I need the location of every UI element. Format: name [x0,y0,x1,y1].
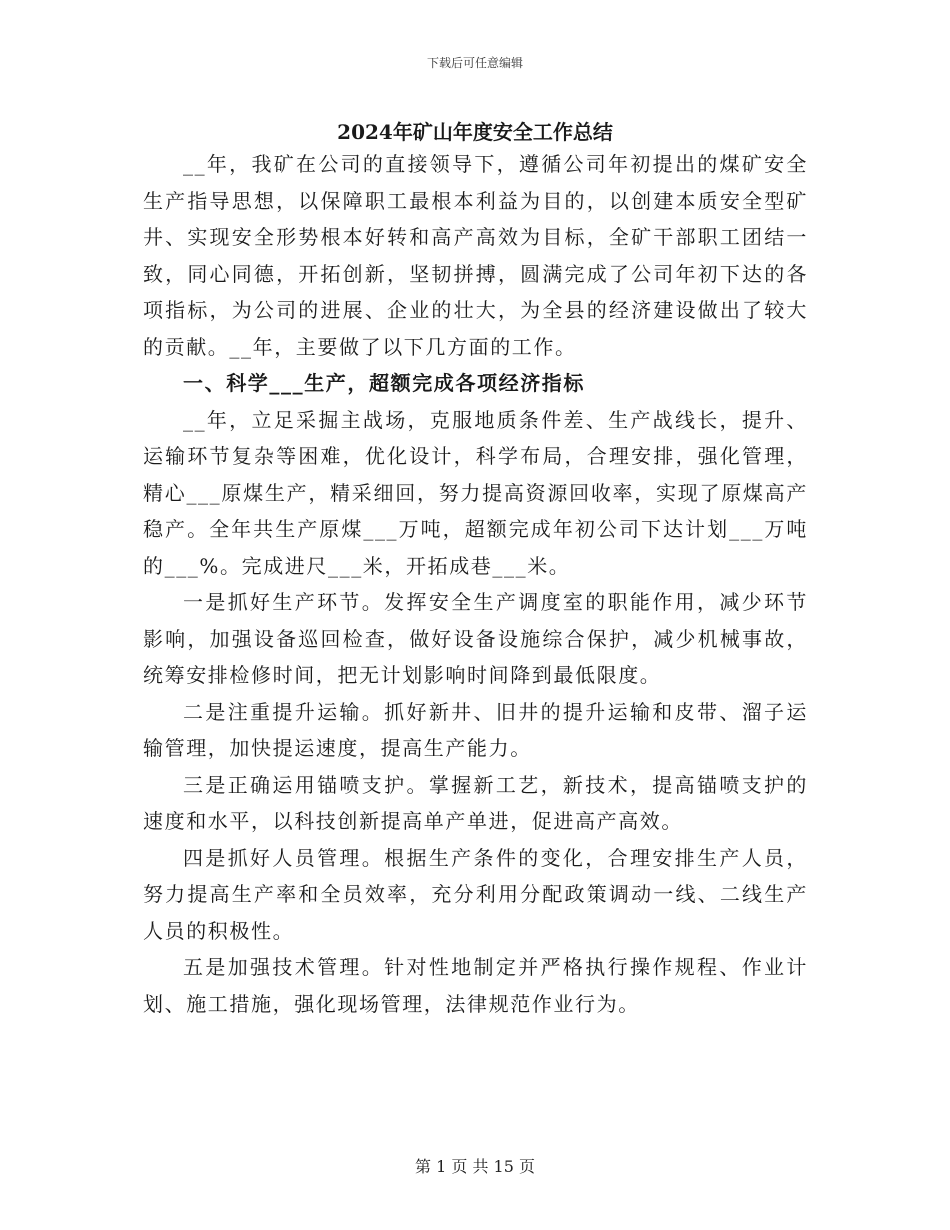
page-footer: 第 1 页 共 15 页 [415,1157,535,1176]
page-title: 2024年矿山年度安全工作总结 [337,120,613,144]
point-four-paragraph: 四是抓好人员管理。根据生产条件的变化，合理安排生产人员，努力提高生产率和全员效率，充分利用分配政策调动一线、二线生产人员的积极性。 [143,845,808,943]
header-note: 下载后可任意编辑 [426,56,523,70]
point-three-paragraph: 三是正确运用锚喷支护。掌握新工艺，新技术，提高锚喷支护的速度和水平，以科技创新提高单产单进，促进高产高效。 [143,772,808,833]
section-heading: 一、科学___生产，超额完成各项经济指标 [183,371,585,395]
intro-paragraph: __年，我矿在公司的直接领导下，遵循公司年初提出的煤矿安全生产指导思想，以保障职工最根本利益为目的，以创建本质安全型矿井、实现安全形势根本好转和高产高效为目标，全矿干部职工团结一致，同心同德，开拓创新，坚韧拼搏，圆满完成了公司年初下达的各项指标，为公司的进展、企业的壮大，为全县的经济建设做出了较大的贡献。__年，主要做了以下几方面的工作。 [143,152,808,359]
point-one-paragraph: 一是抓好生产环节。发挥安全生产调度室的职能作用，减少环节影响，加强设备巡回检查，做好设备设施综合保护，减少机械事故，统筹安排检修时间，把无计划影响时间降到最低限度。 [143,590,808,687]
point-two-paragraph: 二是注重提升运输。抓好新井、旧井的提升运输和皮带、溜子运输管理，加快提运速度，提高生产能力。 [143,699,808,760]
production-paragraph: __年，立足采掘主战场，克服地质条件差、生产战线长，提升、运输环节复杂等困难，优化设计，科学布局，合理安排，强化管理，精心___原煤生产，精采细回，努力提高资源回收率，实现了原煤高产稳产。全年共生产原煤___万吨，超额完成年初公司下达计划___万吨的___%。完成进尺___米，开拓成巷___米。 [143,407,808,578]
point-five-paragraph: 五是加强技术管理。针对性地制定并严格执行操作规程、作业计划、施工措施，强化现场管理，法律规范作业行为。 [143,955,808,1016]
document-body [143,146,808,1022]
